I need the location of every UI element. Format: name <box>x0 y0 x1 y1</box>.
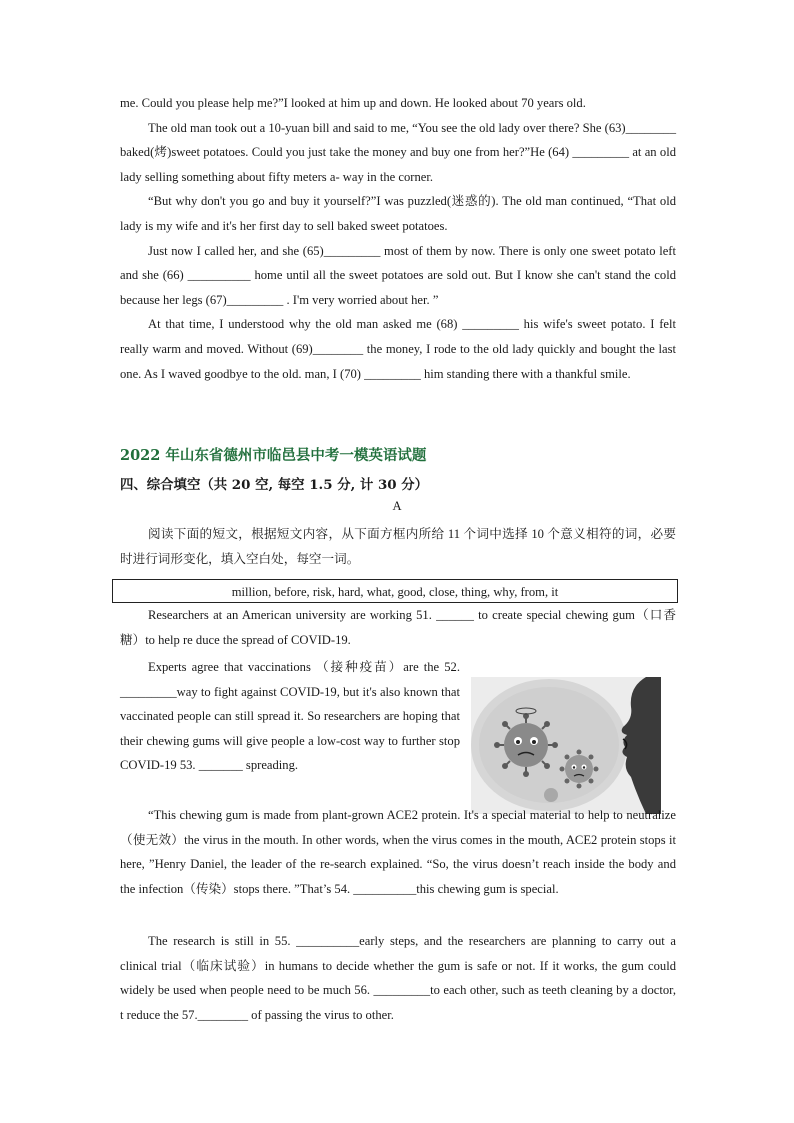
paragraph: At that time, I understood why the old man asked me (68) _________ his wife's sweet potato. I felt really warm and moved. Without (69)________ the money, I rode to the old lady quickly and bought the last one. As I waved goodbye to the old. man, I (70) _________ him standing there with a thankful smile. <box>120 317 676 381</box>
word-bank-box: million, before, risk, hard, what, good, close, thing, why, from, it <box>112 579 678 603</box>
paragraph: “This chewing gum is made from plant-grown ACE2 protein. It's a special material to help to neutralize （使无效）the virus in the mouth. In other words, when the virus comes in the mouth, ACE2 protein stops it here, ”Henry Daniel, the leader of the re-search explained. “So, the virus doesn’t reach inside the body and the infection（传染）stops there. ”That’s 54. __________this chewing gum is special. <box>120 808 676 896</box>
test-title: 2022 年山东省德州市临邑县中考一模英语试题 <box>120 447 427 464</box>
part-letter: A <box>392 499 402 513</box>
paragraph: Researchers at an American university are working 51. ______ to create special chewing gum（口香糖）to help re duce the spread of COVID-19. <box>120 608 676 647</box>
passage-p3 <box>120 803 676 901</box>
virus-illustration-svg <box>471 677 661 814</box>
paragraph: The old man took out a 10-yuan bill and said to me, “You see the old lady over there? She (63)________ baked(烤)sweet potatoes. Could you just take the money and buy one from her?”He (64) _________ at an old lady selling something about fifty meters a- way in the corner. <box>120 120 676 184</box>
virus-illustration <box>471 677 661 814</box>
passage-story <box>120 91 676 386</box>
paragraph: Just now I called her, and she (65)_________ most of them by now. There is only one sweet potato left and she (66) __________ home until all the sweet potatoes are sold out. But I know she can't stand the cold because her legs (67)_________ . I'm very worried about her. ” <box>120 243 676 307</box>
passage-p1 <box>120 603 676 652</box>
virus-small-icon <box>560 750 599 789</box>
paragraph: The research is still in 55. __________early steps, and the researchers are planning to carry out a clinical trial（临床试验）in humans to decide whether the gum is safe or not. If it works, the gum could widely be used when people need to be much 56. _________to each other, such as teeth cleaning by a doctor, t reduce the 57.________ of passing the virus to other. <box>120 934 676 1022</box>
paragraph: “But why don't you go and buy it yourself?”I was puzzled(迷惑的). The old man continued, “That old lady is my wife and it's her first day to sell baked sweet potatoes. <box>120 194 676 233</box>
paragraph: me. Could you please help me?”I looked at him up and down. He looked about 70 years old. <box>120 96 586 110</box>
instructions <box>120 522 676 571</box>
passage-p4 <box>120 929 676 1027</box>
passage-p2 <box>120 655 460 778</box>
section-title: 四、综合填空（共 20 空, 每空 1.5 分, 计 30 分） <box>120 477 429 493</box>
paragraph: Experts agree that vaccinations （接种疫苗）are the 52. _________way to fight against COVID-19, but it's also known that vaccinated people can still spread it. So researchers are hoping that their chewing gums will give people a low-cost way to further stop COVID-19 53. _______ spreading. <box>120 660 460 773</box>
instructions-text: 阅读下面的短文，根据短文内容，从下面方框内所给 11 个词中选择 10 个意义相符的词，必要时进行词形变化，填入空白处，每空一词。 <box>120 527 676 566</box>
